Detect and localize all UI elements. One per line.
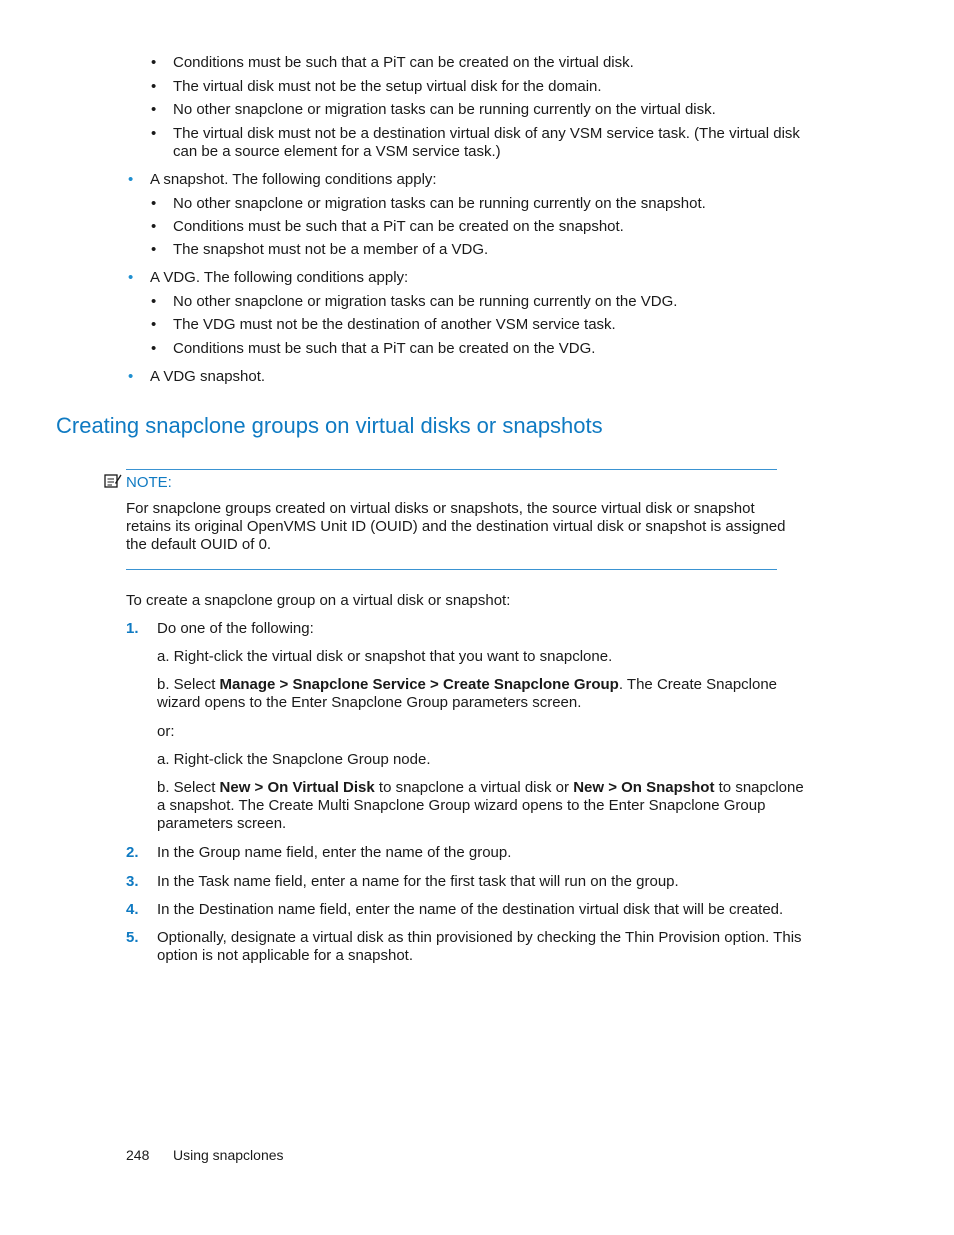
menu-path-create-snapclone-group: Manage > Snapclone Service > Create Snapclone Group bbox=[219, 676, 619, 693]
step1-option-a2: a. Right-click the Snapclone Group node. bbox=[157, 751, 431, 768]
option-b2-middle: to snapclone a virtual disk or bbox=[374, 779, 574, 796]
step1-option-a1: a. Right-click the virtual disk or snapshot that you want to snapclone. bbox=[157, 648, 613, 665]
step1-option-b1 bbox=[157, 676, 807, 712]
step-number: 4. bbox=[126, 901, 139, 918]
vdg-condition-text: • No other snapclone or migration tasks can be running currently on the VDG. bbox=[173, 293, 678, 310]
step-item bbox=[126, 929, 807, 965]
page-number: 248 bbox=[126, 1147, 150, 1163]
vdg-item bbox=[126, 269, 800, 287]
note-top-rule bbox=[126, 469, 777, 470]
step-number: 3. bbox=[126, 873, 139, 890]
menu-path-on-virtual-disk: New > On Virtual Disk bbox=[219, 779, 375, 796]
option-b2-prefix: b. Select bbox=[157, 779, 220, 796]
bullet-icon: • bbox=[128, 171, 134, 188]
step-text: In the Task name field, enter a name for the first task that will run on the group. bbox=[157, 873, 679, 890]
vdisk-condition-text: • The virtual disk must not be a destination virtual disk of any VSM service task. (The virtual disk can be a source element for a VSM service task.) bbox=[173, 125, 800, 160]
step-number: 1. bbox=[126, 620, 139, 637]
step1-option-b2 bbox=[157, 779, 807, 833]
vdg-condition-item bbox=[148, 316, 803, 334]
step-item bbox=[126, 620, 807, 638]
vdg-condition-item bbox=[148, 293, 803, 311]
vdg-snapshot-item bbox=[126, 368, 800, 386]
snapshot-condition-item bbox=[148, 241, 803, 259]
vdisk-condition-text: • Conditions must be such that a PiT can be created on the virtual disk. bbox=[173, 54, 634, 71]
vdg-item-text: A VDG. The following conditions apply: bbox=[150, 269, 409, 286]
step-text: In the Destination name field, enter the name of the destination virtual disk that will be created. bbox=[157, 901, 784, 918]
step1-or: or: bbox=[157, 723, 175, 740]
snapshot-condition-item bbox=[148, 218, 803, 236]
vdg-condition-item bbox=[148, 340, 803, 358]
step-text: In the Group name field, enter the name of the group. bbox=[157, 844, 512, 861]
menu-path-on-snapshot: New > On Snapshot bbox=[573, 779, 715, 796]
vdisk-condition-item bbox=[148, 101, 803, 119]
snapshot-condition-text: • No other snapclone or migration tasks can be running currently on the snapshot. bbox=[173, 195, 706, 212]
footer-section-title: Using snapclones bbox=[173, 1147, 284, 1163]
bullet-icon: • bbox=[128, 269, 134, 286]
snapshot-item-text: A snapshot. The following conditions apply: bbox=[150, 171, 437, 188]
step-number: 5. bbox=[126, 929, 139, 946]
step-number: 2. bbox=[126, 844, 139, 861]
note-bottom-rule bbox=[126, 569, 777, 570]
note-text: For snapclone groups created on virtual disks or snapshots, the source virtual disk or snapshot retains its original OpenVMS Unit ID (OUID) and the destination virtual disk or snapshot is assigned the default OUID of 0. bbox=[126, 500, 786, 553]
bullet-icon: • bbox=[128, 368, 134, 385]
vdisk-condition-item bbox=[148, 125, 803, 161]
option-b2-suffix: to snapclone a snapshot. The Create Multi Snapclone Group wizard opens to the Enter Snapclone Group parameters screen. bbox=[157, 779, 804, 832]
snapshot-item bbox=[126, 171, 800, 189]
section-heading: Creating snapclone groups on virtual disks or snapshots bbox=[56, 413, 603, 438]
step-item bbox=[126, 844, 807, 862]
step-text: Optionally, designate a virtual disk as thin provisioned by checking the Thin Provision option. This option is not applicable for a snapshot. bbox=[157, 929, 802, 964]
note-icon bbox=[104, 473, 122, 489]
option-b1-suffix: . The Create Snapclone wizard opens to the Enter Snapclone Group parameters screen. bbox=[157, 676, 778, 711]
snapshot-condition-text: • The snapshot must not be a member of a VDG. bbox=[173, 241, 489, 258]
vdisk-condition-text: • The virtual disk must not be the setup virtual disk for the domain. bbox=[173, 78, 602, 95]
option-b1-prefix: b. Select bbox=[157, 676, 220, 693]
step-item bbox=[126, 901, 807, 919]
snapshot-condition-text: • Conditions must be such that a PiT can be created on the snapshot. bbox=[173, 218, 624, 235]
vdg-condition-text: • Conditions must be such that a PiT can be created on the VDG. bbox=[173, 340, 596, 357]
vdisk-condition-item bbox=[148, 78, 803, 96]
vdisk-condition-item bbox=[148, 54, 803, 72]
vdisk-condition-text: • No other snapclone or migration tasks can be running currently on the virtual disk. bbox=[173, 101, 716, 118]
snapshot-condition-item bbox=[148, 195, 803, 213]
vdg-snapshot-item-text: A VDG snapshot. bbox=[150, 368, 266, 385]
step-text: Do one of the following: bbox=[157, 620, 314, 637]
vdg-condition-text: • The VDG must not be the destination of another VSM service task. bbox=[173, 316, 616, 333]
procedure-intro: To create a snapclone group on a virtual disk or snapshot: bbox=[126, 592, 511, 609]
step-item bbox=[126, 873, 807, 891]
note-label: NOTE: bbox=[126, 474, 172, 491]
